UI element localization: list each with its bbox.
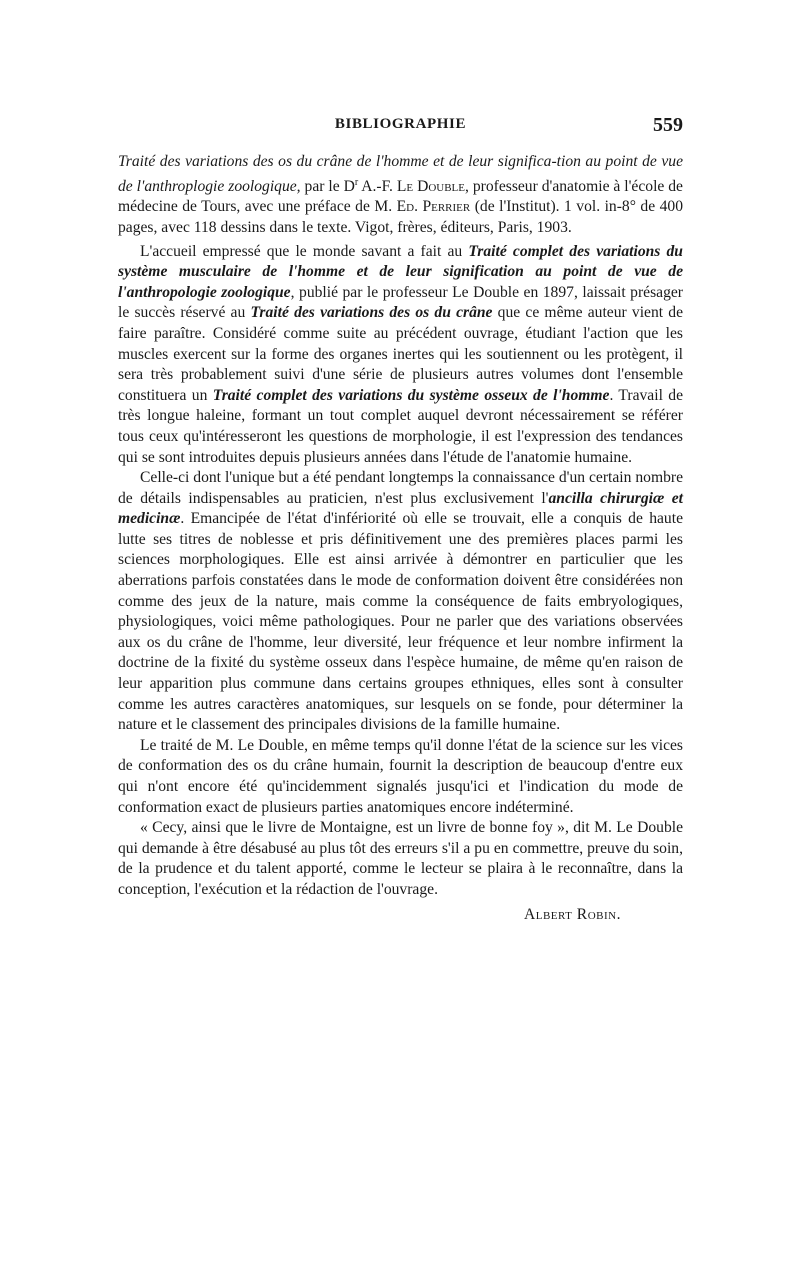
p2-latin-phrase: ancilla chirurgiæ et medicinæ (118, 489, 683, 528)
review-paragraph-1 (118, 242, 683, 469)
reviewer-signature: Albert Robin. (523, 905, 621, 923)
running-title: BIBLIOGRAPHIE (334, 116, 467, 132)
page-header (118, 114, 683, 140)
book-title: Traité des variations des os du crâne de l'homme et de leur significa-tion au point de vue de l'anthroplogie zoologique, (118, 153, 683, 195)
bibliographic-entry (118, 152, 683, 239)
author-initials: A.-F. (361, 177, 393, 195)
p1-title-2: Traité des variations des os du crâne (250, 304, 493, 322)
p2-text-2: . Emancipée de l'état d'infériorité où elle se trouvait, elle a conquis de haute lutte ses titres de noblesse et pris définitivement une des premières places parmi les sciences morphologiques. Elle est ainsi arrivée à démontrer en particulier que les aberrations parfois constatées dans le mode de conformation doivent être considérées non comme des jeux de la nature, mais comme la conséquence de faits embryologiques, physiologiques, voici même pathologiques. Pour ne parler que des variations observées aux os du crâne de l'homme, leur diversité, leur fréquence et leur nombre infirment la doctrine de la fixité du système osseux dans l'espèce humaine, de même qu'en raison de leur apparition plus commune dans certains groupes ethniques, elles sont à consulter comme les autres caractères anatomiques, sur lesquels on se fonde, pour déterminer la nature et le classement des principales divisions de la famille humaine. (118, 510, 683, 734)
p1-text-2: , publié par le professeur Le Double en 1897, laissait présager le succès réservé au (118, 283, 683, 322)
p1-text-3: que ce même auteur vient de faire paraître. Considéré comme suite au précédent ouvrage, étudiant l'action que les muscles exercent sur la forme des organes inertes qui les soutiennent ou les protègent, il sera très probablement suivi d'une série de plusieurs autres volumes dont l'ensemble constituera un (118, 304, 683, 404)
page-number: 559 (653, 114, 683, 136)
entry-by-sup: r (354, 176, 359, 188)
entry-details: (de l'Institut). 1 vol. in-8° de 400 pages, avec 118 dessins dans le texte. Vigot, frères, éditeurs, Paris, 1903. (118, 198, 684, 236)
p1-title-3: Traité complet des variations du système osseux de l'homme (212, 386, 610, 404)
page-body (118, 152, 683, 925)
author-role: professeur d'anatomie à l'école de médecine de Tours, avec une préface de (118, 177, 683, 216)
review-paragraph-4: « Cecy, ainsi que le livre de Montaigne, est un livre de bonne foy », dit M. Le Double qui demande à être désabusé au plus tôt des erreurs s'il a pu en commettre, preuve du soin, de la prudence et du talent apporté, comme le lecteur se plaira à le reconnaître, dans la conception, l'exécution et la rédaction de l'ouvrage. (118, 819, 683, 898)
p2-text-1: Celle-ci dont l'unique but a été pendant longtemps la connaissance d'un certain nombre de détails indispensables au praticien, n'est plus exclusivement l' (118, 469, 683, 507)
p1-text-1: L'accueil empressé que le monde savant a fait au (140, 242, 469, 260)
preface-author: M. Ed. Perrier (374, 198, 471, 216)
author-name: Le Double, (396, 177, 469, 195)
p1-text-4: . Travail de très longue haleine, formant un tout complet auquel devront nécessairement se référer tous ceux qu'intéresseront les questions de morphologie, il est l'expression des tendances qui se sont introduites depuis plusieurs années dans l'étude de l'anatomie humaine. (118, 386, 683, 466)
review-paragraph-3: Le traité de M. Le Double, en même temps qu'il donne l'état de la science sur les vices de conformation des os du crâne humain, fournit la description de beaucoup d'entre eux qui n'ont encore été qu'incidemment signalés jusqu'ici et l'indication du mode de conformation exact de plusieurs parties anatomiques encore indéterminé. (118, 736, 683, 816)
entry-by: par le D (304, 177, 355, 195)
review-paragraph-2 (118, 468, 683, 736)
p1-title-1: Traité complet des variations du système musculaire de l'homme et de leur signification au point de vue de l'anthropologie zoologique (118, 242, 683, 301)
